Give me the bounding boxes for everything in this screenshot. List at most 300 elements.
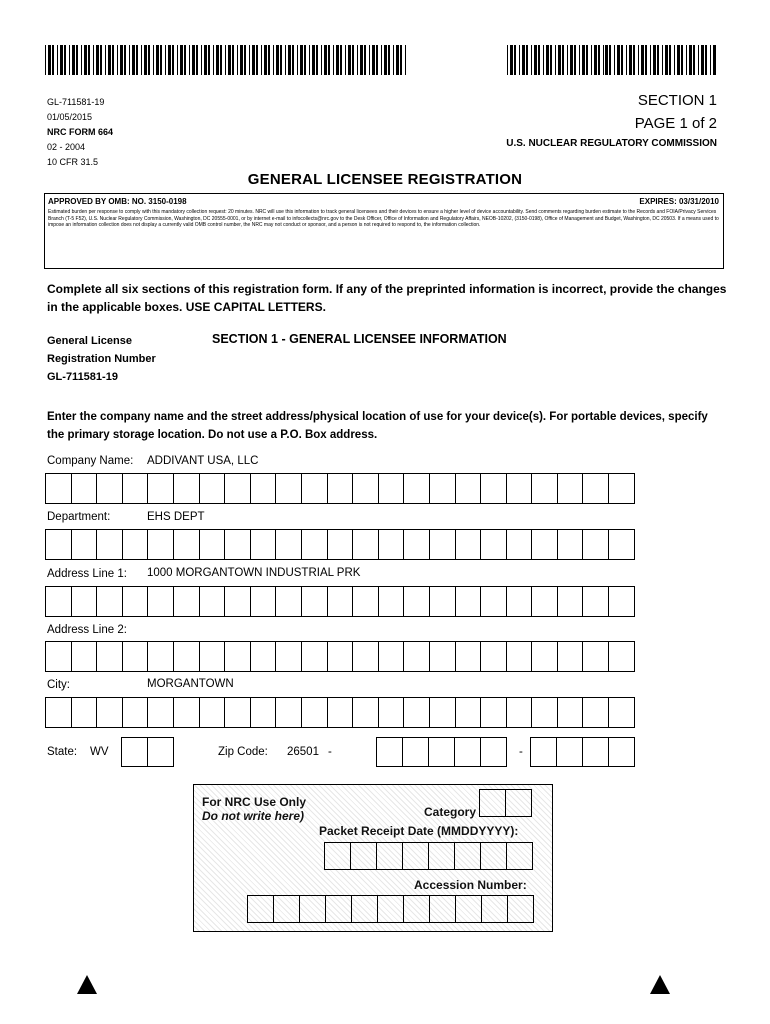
barcode-bar <box>701 45 704 75</box>
barcode-bar <box>364 45 366 75</box>
char-box[interactable] <box>558 698 584 727</box>
char-box <box>482 896 508 922</box>
barcode-bar <box>633 45 635 75</box>
char-box <box>403 843 429 869</box>
barcode-bar <box>132 45 135 75</box>
char-box[interactable] <box>507 530 533 559</box>
barcode-bar <box>514 45 516 75</box>
agency-name: U.S. NUCLEAR REGULATORY COMMISSION <box>506 138 717 149</box>
barcode-bar <box>321 45 322 75</box>
address-line1-value: 1000 MORGANTOWN INDUSTRIAL PRK <box>147 567 361 579</box>
barcode-bar <box>641 45 644 75</box>
char-box[interactable] <box>200 698 226 727</box>
barcode-bar <box>93 45 94 75</box>
char-box[interactable] <box>122 738 148 766</box>
char-box[interactable] <box>456 698 482 727</box>
char-box[interactable] <box>403 738 429 766</box>
barcode-bar <box>225 45 226 75</box>
department-input[interactable] <box>45 529 635 560</box>
barcode-bar <box>216 45 219 75</box>
char-box[interactable] <box>430 587 456 616</box>
char-box <box>506 790 532 816</box>
barcode-bar <box>276 45 279 75</box>
char-box[interactable] <box>558 642 584 671</box>
char-box[interactable] <box>404 698 430 727</box>
state-label: State: <box>47 746 78 758</box>
barcode-bar <box>609 45 611 75</box>
barcode-bar <box>72 45 75 75</box>
barcode-bar <box>507 45 508 75</box>
barcode-bar <box>519 45 520 75</box>
char-box[interactable] <box>430 530 456 559</box>
char-box[interactable] <box>430 698 456 727</box>
barcode-bar <box>555 45 556 75</box>
barcode-bar <box>60 45 63 75</box>
char-box[interactable] <box>507 587 533 616</box>
barcode-bar <box>570 45 573 75</box>
barcode-bar <box>586 45 588 75</box>
char-box[interactable] <box>97 642 123 671</box>
address-line2-label: Address Line 2: <box>47 624 127 636</box>
barcode-bar <box>605 45 608 75</box>
barcode-bar <box>273 45 274 75</box>
char-box <box>325 843 351 869</box>
char-box[interactable] <box>404 474 430 503</box>
char-box[interactable] <box>72 698 98 727</box>
char-box[interactable] <box>481 530 507 559</box>
char-box[interactable] <box>97 474 123 503</box>
char-box[interactable] <box>174 587 200 616</box>
zip-code-value: 26501 <box>287 746 319 758</box>
char-box[interactable] <box>609 530 635 559</box>
char-box <box>274 896 300 922</box>
barcode-bar <box>112 45 114 75</box>
char-box[interactable] <box>97 587 123 616</box>
department-value: EHS DEPT <box>147 511 205 523</box>
char-box <box>326 896 352 922</box>
char-box[interactable] <box>456 642 482 671</box>
char-box[interactable] <box>481 698 507 727</box>
barcode-bar <box>300 45 303 75</box>
alignment-marker-left <box>77 975 97 994</box>
barcode-bar <box>180 45 183 75</box>
char-box[interactable] <box>507 642 533 671</box>
barcode-bar <box>117 45 118 75</box>
char-box[interactable] <box>276 642 302 671</box>
zip-code-input[interactable] <box>376 737 507 767</box>
char-box[interactable] <box>507 698 533 727</box>
char-box[interactable] <box>532 642 558 671</box>
omb-approval: APPROVED BY OMB: NO. 3150-0198 <box>48 197 187 206</box>
char-box[interactable] <box>225 587 251 616</box>
nrc-use-only-box <box>193 784 553 932</box>
state-value: WV <box>90 746 109 758</box>
char-box[interactable] <box>609 698 635 727</box>
char-box[interactable] <box>609 474 635 503</box>
char-box[interactable] <box>353 587 379 616</box>
accession-number-label: Accession Number: <box>414 878 527 892</box>
char-box[interactable] <box>353 642 379 671</box>
city-value: MORGANTOWN <box>147 678 234 690</box>
barcode-bar <box>650 45 651 75</box>
char-box[interactable] <box>302 698 328 727</box>
char-box[interactable] <box>481 587 507 616</box>
char-box[interactable] <box>174 474 200 503</box>
char-box[interactable] <box>174 698 200 727</box>
char-box[interactable] <box>583 642 609 671</box>
char-box[interactable] <box>481 642 507 671</box>
char-box[interactable] <box>532 474 558 503</box>
barcode-bar <box>136 45 138 75</box>
barcode-bar <box>657 45 659 75</box>
barcode-bar <box>698 45 699 75</box>
char-box[interactable] <box>46 474 72 503</box>
do-not-write-label: Do not write here) <box>202 809 305 823</box>
char-box <box>248 896 274 922</box>
char-box[interactable] <box>276 587 302 616</box>
barcode-bar <box>45 45 46 75</box>
char-box[interactable] <box>251 530 277 559</box>
barcode-bar <box>653 45 656 75</box>
char-box[interactable] <box>302 530 328 559</box>
char-box[interactable] <box>72 474 98 503</box>
barcode-bar <box>710 45 711 75</box>
barcode-bar <box>621 45 623 75</box>
barcode-bar <box>582 45 585 75</box>
barcode-bar <box>686 45 687 75</box>
char-box[interactable] <box>97 698 123 727</box>
barcode-bar <box>292 45 294 75</box>
char-box[interactable] <box>455 738 481 766</box>
char-box[interactable] <box>430 474 456 503</box>
license-label-line2: Registration Number <box>47 353 156 365</box>
char-box[interactable] <box>123 530 149 559</box>
form-instructions: Complete all six sections of this registration form. If any of the preprinted information is incorrect, provide the changes in the applicable boxes. USE CAPITAL LETTERS. <box>47 282 727 314</box>
char-box <box>455 843 481 869</box>
char-box[interactable] <box>174 530 200 559</box>
char-box[interactable] <box>583 474 609 503</box>
barcode-bar <box>244 45 246 75</box>
barcode-bar <box>324 45 327 75</box>
accession-number-input <box>247 895 534 923</box>
barcode-bar <box>352 45 354 75</box>
char-box[interactable] <box>46 587 72 616</box>
address-line1-input[interactable] <box>45 586 635 617</box>
company-name-label: Company Name: <box>47 455 134 467</box>
char-box[interactable] <box>328 642 354 671</box>
char-box[interactable] <box>148 587 174 616</box>
omb-expiration: EXPIRES: 03/31/2010 <box>639 197 719 206</box>
char-box[interactable] <box>148 738 174 766</box>
address-line1-label: Address Line 1: <box>47 568 127 580</box>
cfr-reference: 10 CFR 31.5 <box>47 157 99 167</box>
barcode-bar <box>213 45 214 75</box>
char-box[interactable] <box>251 587 277 616</box>
char-box[interactable] <box>276 698 302 727</box>
char-box[interactable] <box>532 530 558 559</box>
char-box[interactable] <box>46 698 72 727</box>
char-box[interactable] <box>532 587 558 616</box>
barcode-bar <box>393 45 394 75</box>
char-box <box>481 843 507 869</box>
barcode-bar <box>156 45 159 75</box>
barcode-bar <box>388 45 390 75</box>
barcode-bar <box>297 45 298 75</box>
char-box[interactable] <box>200 530 226 559</box>
zip-extension-dash: - <box>519 746 523 758</box>
barcode-bar <box>52 45 54 75</box>
barcode-bar <box>348 45 351 75</box>
barcode-bar <box>184 45 186 75</box>
char-box[interactable] <box>225 698 251 727</box>
barcode-bar <box>681 45 683 75</box>
barcode-bar <box>105 45 106 75</box>
city-label: City: <box>47 679 70 691</box>
char-box[interactable] <box>507 474 533 503</box>
state-input[interactable] <box>121 737 174 767</box>
barcode-bar <box>603 45 604 75</box>
page-number: PAGE 1 of 2 <box>634 115 717 132</box>
barcode-bar <box>144 45 147 75</box>
char-box[interactable] <box>377 738 403 766</box>
city-input[interactable] <box>45 697 635 728</box>
license-number-label <box>47 332 156 386</box>
barcode-bar <box>177 45 178 75</box>
char-box[interactable] <box>558 474 584 503</box>
barcode-bar <box>405 45 406 75</box>
barcode-left <box>45 45 410 75</box>
barcode-bar <box>693 45 695 75</box>
char-box[interactable] <box>225 530 251 559</box>
barcode-bar <box>669 45 671 75</box>
barcode-bar <box>129 45 130 75</box>
char-box[interactable] <box>481 474 507 503</box>
char-box <box>378 896 404 922</box>
char-box[interactable] <box>200 642 226 671</box>
char-box[interactable] <box>353 474 379 503</box>
barcode-bar <box>562 45 564 75</box>
char-box <box>351 843 377 869</box>
barcode-bar <box>558 45 561 75</box>
char-box[interactable] <box>429 738 455 766</box>
char-box[interactable] <box>404 530 430 559</box>
barcode-bar <box>268 45 270 75</box>
char-box[interactable] <box>353 698 379 727</box>
char-box[interactable] <box>276 530 302 559</box>
nrc-use-only-label: For NRC Use Only <box>202 795 307 809</box>
char-box[interactable] <box>72 530 98 559</box>
char-box[interactable] <box>225 474 251 503</box>
barcode-bar <box>677 45 680 75</box>
char-box <box>430 896 456 922</box>
char-box[interactable] <box>609 738 635 766</box>
char-box[interactable] <box>72 642 98 671</box>
barcode-bar <box>228 45 231 75</box>
char-box[interactable] <box>583 530 609 559</box>
char-box[interactable] <box>379 642 405 671</box>
char-box[interactable] <box>148 698 174 727</box>
barcode-bar <box>336 45 339 75</box>
form-date: 01/05/2015 <box>47 112 93 122</box>
barcode-bar <box>168 45 171 75</box>
barcode-bar <box>543 45 544 75</box>
zip-extension-input[interactable] <box>530 737 635 767</box>
barcode-bar <box>189 45 190 75</box>
char-box[interactable] <box>353 530 379 559</box>
char-box[interactable] <box>583 587 609 616</box>
barcode-bar <box>280 45 282 75</box>
char-box[interactable] <box>404 642 430 671</box>
barcode-bar <box>48 45 51 75</box>
char-box[interactable] <box>456 587 482 616</box>
char-box <box>429 843 455 869</box>
barcode-bar <box>84 45 87 75</box>
char-box[interactable] <box>46 642 72 671</box>
barcode-bar <box>626 45 627 75</box>
barcode-bar <box>381 45 382 75</box>
barcode-bar <box>369 45 370 75</box>
char-box[interactable] <box>531 738 557 766</box>
barcode-bar <box>220 45 222 75</box>
barcode-bar <box>316 45 318 75</box>
char-box[interactable] <box>583 738 609 766</box>
barcode-bar <box>252 45 255 75</box>
section-title: SECTION 1 - GENERAL LICENSEE INFORMATION <box>212 332 507 346</box>
barcode-bar <box>617 45 620 75</box>
barcode-bar <box>304 45 306 75</box>
char-box[interactable] <box>174 642 200 671</box>
char-box[interactable] <box>97 530 123 559</box>
char-box[interactable] <box>328 698 354 727</box>
char-box[interactable] <box>558 530 584 559</box>
barcode-bar <box>574 45 576 75</box>
char-box[interactable] <box>456 474 482 503</box>
char-box[interactable] <box>200 474 226 503</box>
char-box[interactable] <box>328 474 354 503</box>
barcode-bar <box>357 45 358 75</box>
char-box[interactable] <box>123 474 149 503</box>
barcode-bar <box>360 45 363 75</box>
barcode-bar <box>232 45 234 75</box>
barcode-bar <box>629 45 632 75</box>
char-box[interactable] <box>379 530 405 559</box>
char-box[interactable] <box>328 587 354 616</box>
char-box[interactable] <box>481 738 507 766</box>
barcode-bar <box>100 45 102 75</box>
char-box[interactable] <box>302 642 328 671</box>
barcode-bar <box>522 45 525 75</box>
char-box[interactable] <box>200 587 226 616</box>
char-box[interactable] <box>251 474 277 503</box>
barcode-bar <box>88 45 90 75</box>
char-box[interactable] <box>148 530 174 559</box>
char-box[interactable] <box>302 587 328 616</box>
char-box[interactable] <box>557 738 583 766</box>
barcode-bar <box>108 45 111 75</box>
barcode-bar <box>674 45 675 75</box>
barcode-bar <box>81 45 82 75</box>
barcode-bar <box>249 45 250 75</box>
char-box[interactable] <box>276 474 302 503</box>
barcode-bar <box>192 45 195 75</box>
char-box[interactable] <box>225 642 251 671</box>
char-box[interactable] <box>251 642 277 671</box>
category-input <box>479 789 532 817</box>
barcode-bar <box>261 45 262 75</box>
barcode-bar <box>240 45 243 75</box>
char-box[interactable] <box>72 587 98 616</box>
registration-number: GL-711581-19 <box>47 97 105 107</box>
barcode-bar <box>567 45 568 75</box>
barcode-bar <box>598 45 600 75</box>
char-box[interactable] <box>532 698 558 727</box>
category-label: Category <box>424 805 477 819</box>
address-line2-input[interactable] <box>45 641 635 672</box>
barcode-bar <box>57 45 58 75</box>
char-box[interactable] <box>379 587 405 616</box>
barcode-bar <box>96 45 99 75</box>
barcode-bar <box>638 45 639 75</box>
form-name: NRC FORM 664 <box>47 127 114 137</box>
char-box[interactable] <box>456 530 482 559</box>
barcode-bar <box>333 45 334 75</box>
char-box[interactable] <box>379 698 405 727</box>
char-box[interactable] <box>430 642 456 671</box>
char-box[interactable] <box>148 642 174 671</box>
char-box[interactable] <box>123 587 149 616</box>
barcode-bar <box>76 45 78 75</box>
char-box[interactable] <box>404 587 430 616</box>
barcode-bar <box>705 45 707 75</box>
barcode-bar <box>579 45 580 75</box>
char-box[interactable] <box>123 698 149 727</box>
barcode-bar <box>204 45 207 75</box>
char-box[interactable] <box>251 698 277 727</box>
department-label: Department: <box>47 511 111 523</box>
char-box[interactable] <box>558 587 584 616</box>
barcode-bar <box>534 45 537 75</box>
char-box <box>404 896 430 922</box>
char-box[interactable] <box>328 530 354 559</box>
barcode-bar <box>148 45 150 75</box>
barcode-bar <box>237 45 238 75</box>
license-label-line1: General License <box>47 335 132 347</box>
char-box[interactable] <box>123 642 149 671</box>
header-meta <box>47 95 113 170</box>
barcode-bar <box>591 45 592 75</box>
barcode-bar <box>400 45 402 75</box>
license-label-number: GL-711581-19 <box>47 371 118 383</box>
barcode-bar <box>550 45 552 75</box>
char-box[interactable] <box>46 530 72 559</box>
barcode-bar <box>396 45 399 75</box>
barcode-bar <box>160 45 162 75</box>
char-box[interactable] <box>583 698 609 727</box>
barcode-bar <box>141 45 142 75</box>
barcode-bar <box>345 45 346 75</box>
char-box[interactable] <box>302 474 328 503</box>
barcode-bar <box>510 45 513 75</box>
char-box <box>507 843 533 869</box>
char-box[interactable] <box>148 474 174 503</box>
char-box[interactable] <box>379 474 405 503</box>
company-name-input[interactable] <box>45 473 635 504</box>
form-revision: 02 - 2004 <box>47 142 86 152</box>
char-box[interactable] <box>609 587 635 616</box>
barcode-bar <box>256 45 258 75</box>
char-box[interactable] <box>609 642 635 671</box>
char-box <box>456 896 482 922</box>
